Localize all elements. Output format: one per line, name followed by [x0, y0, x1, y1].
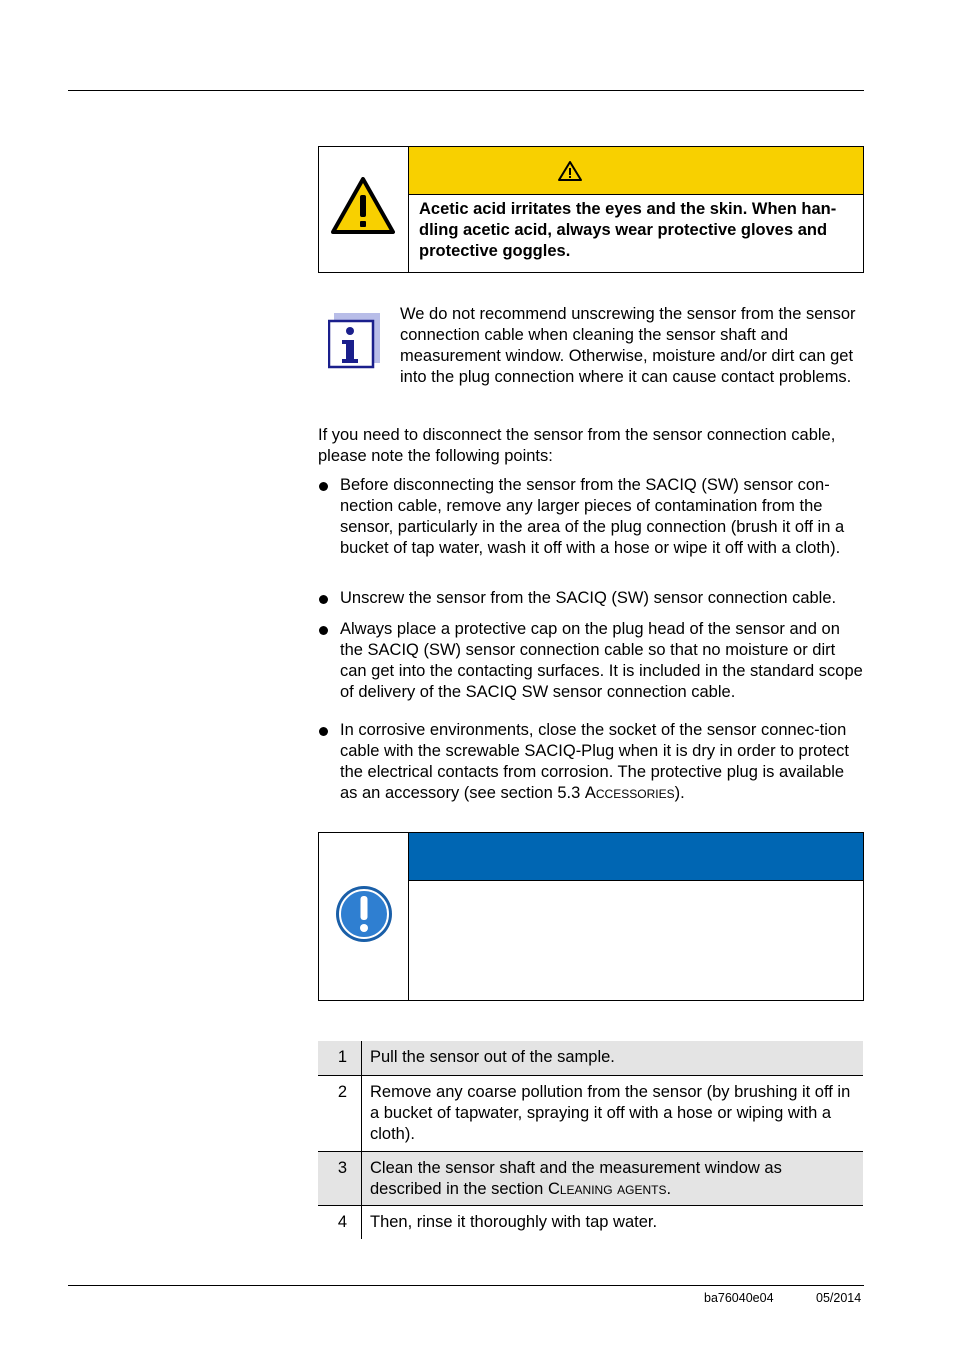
bullet-text [340, 720, 864, 804]
step-number: 2 [337, 1083, 347, 1101]
intro-paragraph: If you need to disconnect the sensor from the sensor connection cable, please note the following points: [318, 426, 836, 465]
bullet-dot [319, 727, 328, 736]
bullet-text: Unscrew the sensor from the SACIQ (SW) sensor connection cable. [340, 589, 837, 607]
bullet-item [318, 619, 864, 703]
table-row [318, 1076, 863, 1152]
cleaning-agents-ref: Cleaning agents [547, 1180, 667, 1198]
step-text: Clean the sensor shaft and the measurement window as described in the section Cleaning agents. [370, 1159, 782, 1198]
warning-small-icon [557, 160, 583, 182]
bullet-text-main: In corrosive environments, close the socket of the sensor connec-tion cable with the screwable SACIQ-Plug when it is dry in order to protect the electrical contacts from corrosion. The protective plug is available as an accessory (see section 5.3 [340, 721, 849, 802]
info-icon [328, 313, 380, 369]
step-text: Then, rinse it thoroughly with tap water. [370, 1213, 658, 1231]
warning-box [318, 146, 864, 273]
step-number: 4 [337, 1213, 347, 1231]
warning-icon-cell [319, 147, 409, 272]
step-number: 3 [337, 1159, 347, 1177]
warning-header [409, 147, 863, 195]
exclamation-circle-icon [335, 885, 393, 943]
footer-rule [68, 1285, 864, 1286]
step-number: 1 [337, 1048, 347, 1066]
warning-triangle-icon [331, 177, 395, 235]
notice-box [318, 832, 864, 1001]
warning-text: Acetic acid irritates the eyes and the skin. When han-dling acetic acid, always wear protective gloves and protective goggles. [419, 200, 837, 260]
accessories-ref: Accessories [584, 784, 675, 802]
bullet-item [318, 720, 864, 804]
table-row [318, 1152, 863, 1206]
step-text: Pull the sensor out of the sample. [370, 1048, 615, 1066]
header-rule [68, 90, 864, 91]
bullet-text-end: ). [674, 784, 685, 802]
notice-icon-cell [319, 833, 409, 1000]
steps-table [318, 1041, 863, 1239]
bullet-dot [319, 626, 328, 635]
bullet-text: Always place a protective cap on the plug head of the sensor and on the SACIQ (SW) sensor connection cable so that no moisture or dirt can get into the contacting surfaces. It is included in the standard scope of delivery of the SACIQ SW sensor connection cable. [340, 620, 863, 701]
bullet-item [318, 588, 864, 609]
footer-doc-code: ba76040e04 [704, 1291, 774, 1305]
notice-header [409, 833, 863, 881]
bullet-dot [319, 482, 328, 491]
table-row [318, 1206, 863, 1239]
step-text: Remove any coarse pollution from the sensor (by brushing it off in a bucket of tapwater, spraying it off with a hose or wiping with a cloth). [370, 1083, 851, 1143]
table-row [318, 1041, 863, 1076]
note-text: We do not recommend unscrewing the sensor from the sensor connection cable when cleaning the sensor shaft and measurement window. Otherwise, moisture and/or dirt can get into the plug connection where it can cause contact problems. [400, 305, 856, 386]
footer-date: 05/2014 [816, 1291, 862, 1305]
bullet-item [318, 475, 864, 559]
bullet-text: Before disconnecting the sensor from the SACIQ (SW) sensor con-nection cable, remove any larger pieces of contamination from the sensor, particularly in the area of the plug connection (brush it off in a bucket of tap water, wash it off with a hose or wipe it off with a cloth). [340, 476, 845, 557]
bullet-dot [319, 595, 328, 604]
